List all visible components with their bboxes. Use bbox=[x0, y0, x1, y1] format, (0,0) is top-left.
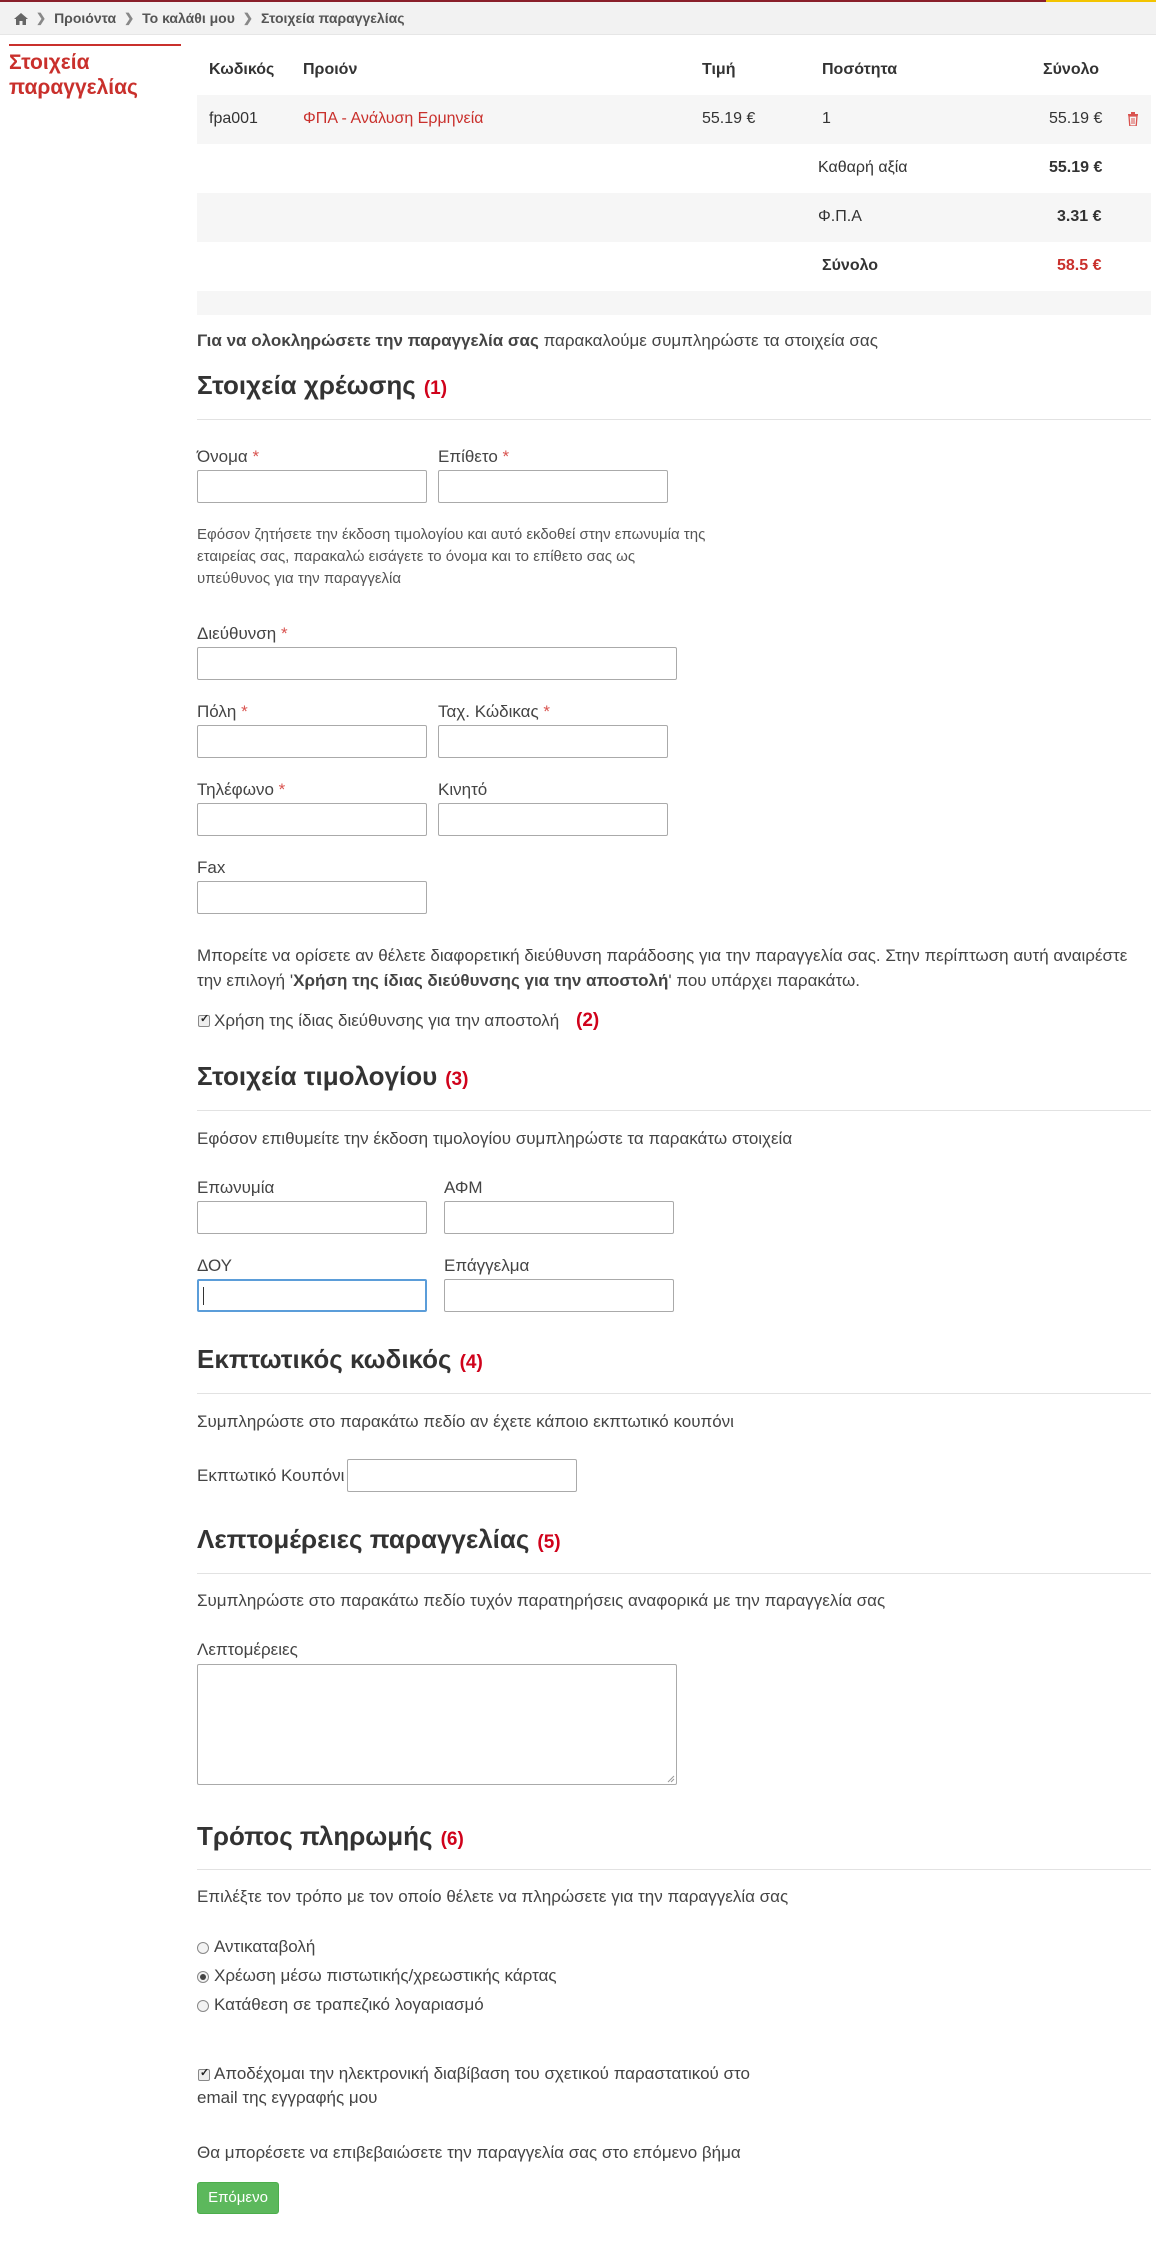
vat-row bbox=[197, 193, 1151, 242]
col-product-header: Προιόν bbox=[303, 61, 358, 78]
accept-einvoice-checkbox[interactable] bbox=[198, 2069, 210, 2081]
company-label: Επωνυμία bbox=[197, 1178, 275, 1197]
payment-option-bank[interactable]: Κατάθεση σε τραπεζικό λογαριασμό bbox=[214, 1995, 484, 2014]
details-label: Λεπτομέρειες bbox=[197, 1640, 298, 1659]
fax-label: Fax bbox=[197, 858, 226, 877]
address-label: Διεύθυνση * bbox=[197, 624, 288, 643]
divider bbox=[197, 1573, 1151, 1574]
same-address-checkbox[interactable] bbox=[198, 1015, 210, 1027]
tax-office-label: ΔΟΥ bbox=[197, 1256, 233, 1275]
next-button[interactable]: Επόμενο bbox=[197, 2182, 279, 2214]
confirm-note: Θα μπορέσετε να επιβεβαιώσετε την παραγγελία σας στο επόμενο βήμα bbox=[197, 2143, 741, 2162]
billing-heading: Στοιχεία χρέωσης (1) bbox=[197, 370, 448, 400]
item-code: fpa001 bbox=[209, 110, 258, 127]
chevron-right-icon: ❯ bbox=[36, 11, 47, 25]
details-heading: Λεπτομέρειες παραγγελίας (5) bbox=[197, 1524, 561, 1554]
breadcrumb-products[interactable]: Προιόντα bbox=[54, 10, 117, 26]
tax-office-field[interactable] bbox=[197, 1279, 427, 1312]
table-header-row bbox=[197, 46, 1151, 95]
payment-option-cod[interactable]: Αντικαταβολή bbox=[214, 1937, 316, 1956]
chevron-right-icon: ❯ bbox=[124, 11, 135, 25]
last-name-label: Επίθετο * bbox=[438, 447, 510, 466]
item-quantity: 1 bbox=[822, 110, 831, 127]
payment-heading: Τρόπος πληρωμής (6) bbox=[197, 1821, 464, 1851]
intro-rest: παρακαλούμε συμπληρώστε τα στοιχεία σας bbox=[538, 331, 878, 350]
divider bbox=[197, 1869, 1151, 1870]
same-address-label[interactable]: Χρήση της ίδιας διεύθυνσης για την αποστολή (2) bbox=[214, 1010, 600, 1031]
discount-desc: Συμπληρώστε στο παρακάτω πεδίο αν έχετε κάποιο εκπτωτικό κουπόνι bbox=[197, 1412, 734, 1431]
vat-id-field[interactable] bbox=[444, 1201, 674, 1234]
profession-field[interactable] bbox=[444, 1279, 674, 1312]
col-quantity-header: Ποσότητα bbox=[822, 61, 898, 78]
col-code-header: Κωδικός bbox=[209, 61, 275, 78]
company-field[interactable] bbox=[197, 1201, 427, 1234]
details-textarea[interactable] bbox=[197, 1664, 677, 1785]
payment-option-card-radio[interactable] bbox=[197, 1971, 209, 1983]
invoice-heading: Στοιχεία τιμολογίου (3) bbox=[197, 1061, 469, 1091]
net-value-row bbox=[197, 144, 1151, 193]
payment-option-bank-radio[interactable] bbox=[197, 2000, 209, 2012]
accept-einvoice-label-1[interactable]: Αποδέχομαι την ηλεκτρονική διαβίβαση του σχετικού παραστατικού στο bbox=[214, 2064, 750, 2083]
details-desc: Συμπληρώστε στο παρακάτω πεδίο τυχόν παρατηρήσεις αναφορικά με την παραγγελία σας bbox=[197, 1591, 886, 1610]
vat-id-label: ΑΦΜ bbox=[444, 1178, 483, 1197]
resize-handle-icon[interactable] bbox=[667, 1775, 675, 1783]
payment-option-card[interactable]: Χρέωση μέσω πιστωτικής/χρεωστικής κάρτας bbox=[214, 1966, 557, 1985]
divider bbox=[197, 1110, 1151, 1111]
profession-label: Επάγγελμα bbox=[444, 1256, 530, 1275]
item-product-link[interactable]: ΦΠΑ - Ανάλυση Ερμηνεία bbox=[303, 110, 484, 127]
net-value: 55.19 € bbox=[1049, 159, 1103, 176]
fax-field[interactable] bbox=[197, 881, 427, 914]
city-label: Πόλη * bbox=[197, 702, 248, 721]
item-price: 55.19 € bbox=[702, 110, 756, 127]
phone-field[interactable] bbox=[197, 803, 427, 836]
mobile-label: Κινητό bbox=[438, 780, 488, 799]
sidebar-title: Στοιχεία παραγγελίας bbox=[9, 44, 181, 100]
phone-label: Τηλέφωνο * bbox=[197, 780, 286, 799]
divider bbox=[197, 419, 1151, 420]
name-note: Εφόσον ζητήσετε την έκδοση τιμολογίου και αυτό εκδοθεί στην επωνυμία της εταιρείας σας, παρακαλώ εισάγετε το όνομα και το επίθετο σας ως υπεύθυνος για την παραγγελία bbox=[197, 526, 706, 587]
last-name-field[interactable] bbox=[438, 470, 668, 503]
zip-label: Ταχ. Κώδικας * bbox=[438, 702, 551, 721]
intro-bold: Για να ολοκληρώσετε την παραγγελία σας bbox=[197, 331, 539, 350]
col-total-header: Σύνολο bbox=[1043, 61, 1100, 78]
item-total: 55.19 € bbox=[1049, 110, 1103, 127]
divider bbox=[197, 1393, 1151, 1394]
sum-value: 58.5 € bbox=[1057, 257, 1102, 274]
net-label: Καθαρή αξία bbox=[818, 159, 908, 176]
breadcrumb-cart[interactable]: Το καλάθι μου bbox=[142, 10, 235, 26]
invoice-desc: Εφόσον επιθυμείτε την έκδοση τιμολογίου συμπληρώστε τα παρακάτω στοιχεία bbox=[197, 1129, 793, 1148]
home-icon[interactable] bbox=[14, 12, 28, 24]
intro-text bbox=[197, 331, 878, 351]
table-footer-row bbox=[197, 291, 1151, 315]
zip-field[interactable] bbox=[438, 725, 668, 758]
sum-label: Σύνολο bbox=[822, 257, 879, 274]
sum-row bbox=[197, 242, 1151, 291]
vat-label: Φ.Π.Α bbox=[818, 208, 862, 225]
mobile-field[interactable] bbox=[438, 803, 668, 836]
city-field[interactable] bbox=[197, 725, 427, 758]
col-price-header: Τιμή bbox=[702, 61, 736, 78]
vat-value: 3.31 € bbox=[1057, 208, 1102, 225]
first-name-field[interactable] bbox=[197, 470, 427, 503]
chevron-right-icon: ❯ bbox=[242, 11, 253, 25]
breadcrumb-order-details: Στοιχεία παραγγελίας bbox=[260, 10, 405, 26]
accept-einvoice-label-2[interactable]: email της εγγραφής μου bbox=[197, 2088, 378, 2107]
coupon-label: Εκπτωτικό Κουπόνι bbox=[197, 1466, 345, 1485]
payment-option-cod-radio[interactable] bbox=[197, 1942, 209, 1954]
table-row bbox=[197, 95, 1151, 144]
breadcrumb bbox=[0, 2, 1156, 35]
address-field[interactable] bbox=[197, 647, 677, 680]
trash-icon[interactable] bbox=[1127, 111, 1139, 125]
coupon-field[interactable] bbox=[347, 1459, 577, 1492]
first-name-label: Όνομα * bbox=[197, 447, 260, 466]
shipping-note: Μπορείτε να ορίσετε αν θέλετε διαφορετική διεύθυνση παράδοσης για την παραγγελία σας. Στην περίπτωση αυτή αναιρέστε την επιλογή 'Χρήση της ίδιας διεύθυνσης για την αποστολή' που υπάρχει παρακάτω. bbox=[197, 946, 1128, 990]
payment-desc: Επιλέξτε τον τρόπο με τον οποίο θέλετε να πληρώσετε για την παραγγελία σας bbox=[197, 1887, 789, 1906]
discount-heading: Εκπτωτικός κωδικός (4) bbox=[197, 1344, 483, 1374]
